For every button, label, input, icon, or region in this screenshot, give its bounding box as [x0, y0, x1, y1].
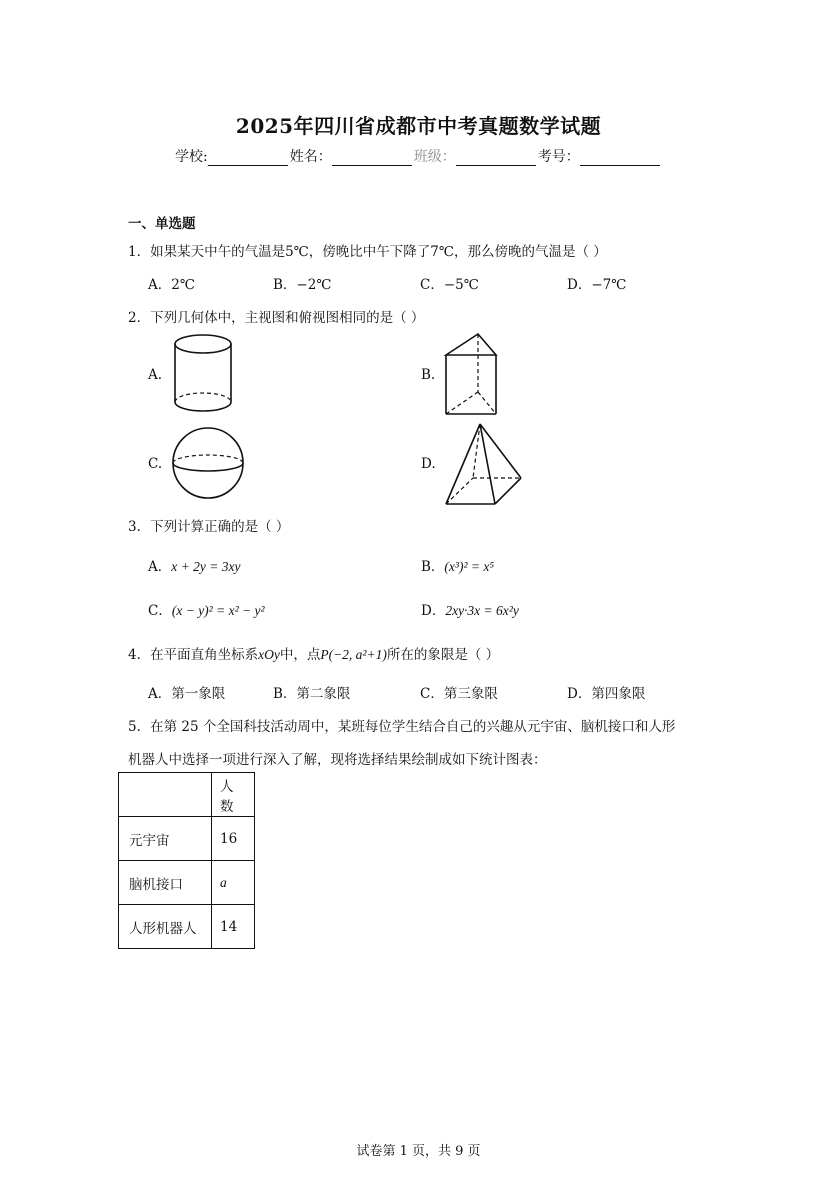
exam-number-blank: [580, 151, 660, 166]
page-title: 2025年四川省成都市中考真题数学试题: [235, 114, 602, 138]
statistics-table: [118, 772, 255, 949]
question-3-option-d: [421, 599, 519, 619]
question-2-option-c: C.: [148, 456, 163, 472]
question-5-stem-line-2: 机器人中选择一项进行深入了解，现将选择结果绘制成如下统计图表：: [128, 752, 547, 768]
option-expression: (x − y)² = x² − y²: [171, 603, 265, 618]
option-expression: 2xy·3x = 6x²y: [445, 603, 519, 618]
table-header-row: [119, 773, 255, 817]
option-label: D．: [421, 603, 446, 619]
question-2-option-b: B.: [421, 367, 436, 383]
student-info-line: [175, 146, 662, 166]
option-label: A．: [148, 559, 172, 575]
table-header-cell: [119, 773, 212, 817]
question-1-option-a: A．2℃: [148, 277, 195, 293]
table-cell: 元宇宙: [119, 817, 212, 861]
question-4-option-c: C．第三象限: [420, 686, 498, 702]
question-4-stem: [128, 643, 499, 663]
question-1-option-b: B．−2℃: [273, 277, 332, 293]
page-footer: 试卷第 1 页，共 9 页: [356, 1144, 481, 1159]
stem-text: 4．在平面直角坐标系: [128, 647, 259, 663]
table-cell: 16: [212, 817, 255, 861]
class-blank: [456, 151, 536, 166]
question-4-option-a: A．第一象限: [148, 686, 226, 702]
table-cell: 脑机接口: [119, 861, 212, 905]
question-1-option-c: C．−5℃: [420, 277, 479, 293]
question-1-option-d: D．−7℃: [567, 277, 627, 293]
name-blank: [332, 151, 412, 166]
question-4-option-d: D．第四象限: [567, 686, 646, 702]
table-cell: a: [212, 861, 255, 905]
question-3-stem: 3．下列计算正确的是（ ）: [128, 519, 290, 535]
section-heading: 一、单选题: [128, 216, 196, 232]
table-header-cell: 人数: [212, 773, 255, 817]
table-cell: 14: [212, 905, 255, 949]
question-4-option-b: B．第二象限: [273, 686, 351, 702]
question-3-option-c: [148, 599, 265, 619]
question-5-stem-line-1: 5．在第 25 个全国科技活动周中，某班每位学生结合自己的兴趣从元宇宙、脑机接口和人形: [128, 719, 676, 735]
table-cell: 人形机器人: [119, 905, 212, 949]
table-row: [119, 817, 255, 861]
school-blank: [208, 151, 288, 166]
stem-text: 中，点: [279, 647, 321, 663]
exam-number-label: 考号：: [537, 149, 580, 165]
question-3-option-b: [421, 555, 494, 575]
coordinate-system: xOy: [258, 647, 280, 662]
school-label: 学校:: [175, 149, 208, 165]
question-1-stem: 1．如果某天中午的气温是5℃，傍晚比中午下降了7℃，那么傍晚的气温是（ ）: [128, 244, 607, 260]
question-2-option-a: A.: [148, 367, 163, 383]
class-label: 班级：: [413, 149, 456, 165]
option-expression: x + 2y = 3xy: [171, 559, 241, 574]
option-expression: (x³)² = x⁵: [444, 559, 495, 574]
name-label: 姓名：: [289, 149, 332, 165]
pyramid-icon: [440, 420, 530, 510]
table-row: [119, 861, 255, 905]
option-label: C．: [148, 603, 172, 619]
question-2-stem: 2．下列几何体中，主视图和俯视图相同的是（ ）: [128, 310, 425, 326]
table-row: [119, 905, 255, 949]
option-label: B．: [421, 559, 445, 575]
sphere-icon: [170, 425, 250, 505]
question-3-option-a: [148, 555, 240, 575]
stem-text: 所在的象限是（ ）: [386, 647, 500, 663]
question-2-option-d: D.: [421, 456, 436, 472]
triangular-prism-icon: [440, 330, 510, 420]
point-expression: P(−2, a²+1): [320, 647, 387, 662]
cylinder-icon: [170, 330, 240, 420]
